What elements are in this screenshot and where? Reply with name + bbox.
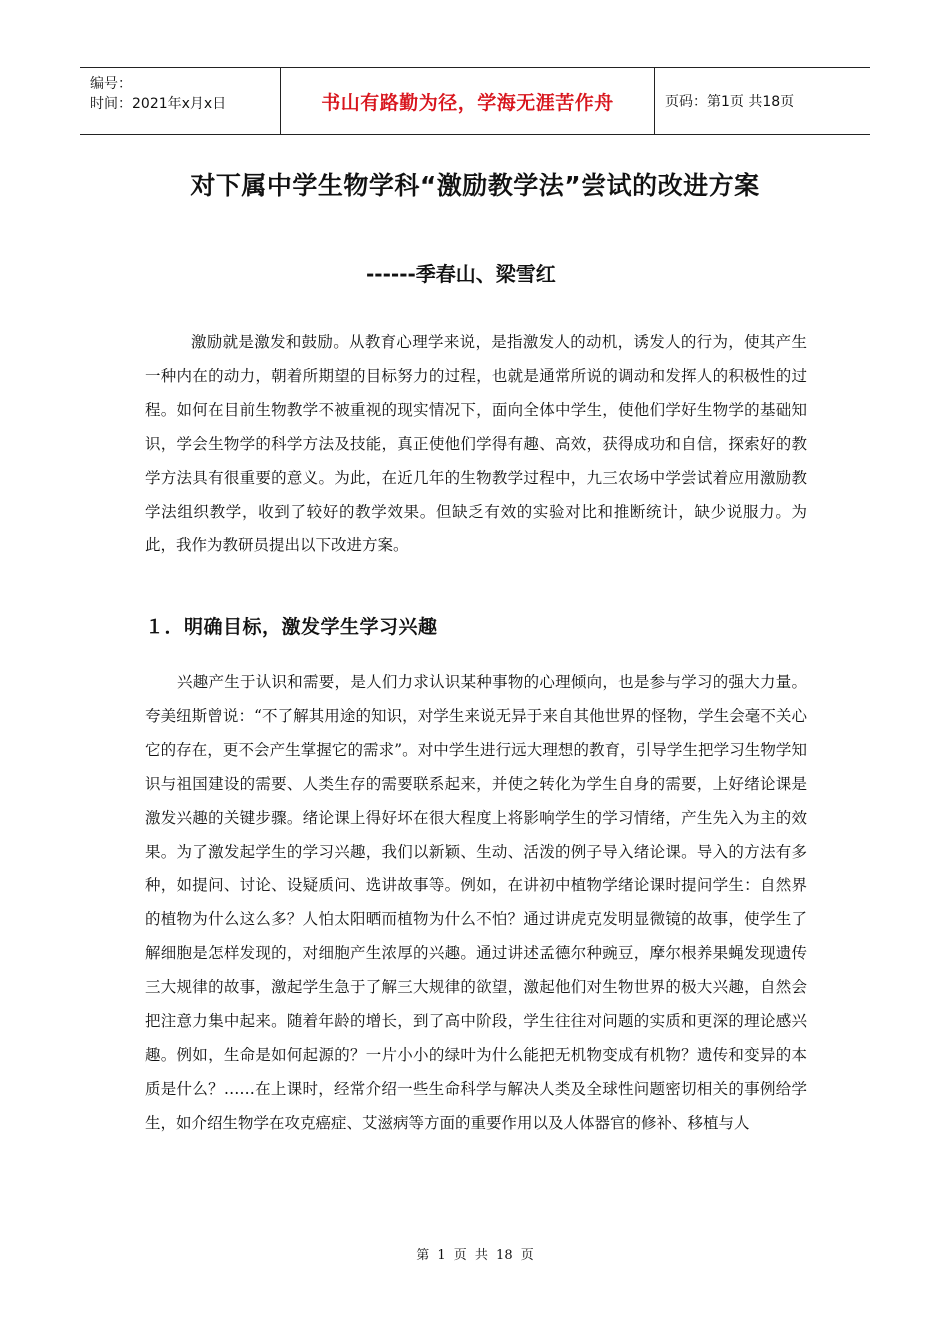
document-time-label: 时间：2021年x月x日 bbox=[90, 96, 227, 112]
page-footer: 第 1 页 共 18 页 bbox=[416, 1248, 534, 1263]
header-page-cell bbox=[655, 68, 870, 134]
intro-paragraph: 激励就是激发和鼓励。从教育心理学来说，是指激发人的动机，诱发人的行为，使其产生一种内在的动力，朝着所期望的目标努力的过程，也就是通常所说的调动和发挥人的积极性的过程。如何在目前生物教学不被重视的现实情况下，面向全体中学生，使他们学好生物学的基础知识，学会生物学的科学方法及技能，真正使他们学得有趣、高效，获得成功和自信，探索好的教学方法具有很重要的意义。为此，在近几年的生物教学过程中，九三农场中学尝试着应用激励教学法组织教学，收到了较好的教学效果。但缺乏有效的实验对比和推断统计，缺少说服力。为此，我作为教研员提出以下改进方案。 bbox=[145, 333, 807, 555]
header-meta-cell bbox=[80, 68, 281, 134]
section-1-paragraph: 兴趣产生于认识和需要，是人们力求认识某种事物的心理倾向，也是参与学习的强大力量。夸美纽斯曾说：“不了解其用途的知识，对学生来说无异于来自其他世界的怪物，学生会毫不关心它的存在，更不会产生掌握它的需求”。对中学生进行远大理想的教育，引导学生把学习生物学知识与祖国建设的需要、人类生存的需要联系起来，并使之转化为学生自身的需要，上好绪论课是激发兴趣的关键步骤。绪论课上得好坏在很大程度上将影响学生的学习情绪，产生先入为主的效果。为了激发起学生的学习兴趣，我们以新颖、生动、活泼的例子导入绪论课。导入的方法有多种，如提问、讨论、设疑质问、选讲故事等。例如，在讲初中植物学绪论课时提问学生：自然界的植物为什么这么多？人怕太阳晒而植物为什么不怕？通过讲虎克发明显微镜的故事，使学生了解细胞是怎样发现的，对细胞产生浓厚的兴趣。通过讲述孟德尔种豌豆，摩尔根养果蝇发现遗传三大规律的故事，激起学生急于了解三大规律的欲望，激起他们对生物世界的极大兴趣，自然会把注意力集中起来。随着年龄的增长，到了高中阶段，学生往往对问题的实质和更深的理论感兴趣。例如，生命是如何起源的？一片小小的绿叶为什么能把无机物变成有机物？遗传和变异的本质是什么？……在上课时，经常介绍一些生命科学与解决人类及全球性问题密切相关的事例给学生，如介绍生物学在攻克癌症、艾滋病等方面的重要作用以及人体器官的修补、移植与人 bbox=[145, 673, 807, 1132]
document-number-label: 编号： bbox=[90, 76, 132, 92]
header-motto-cell bbox=[281, 68, 655, 134]
section-1-heading: １．明确目标，激发学生学习兴趣 bbox=[145, 616, 438, 638]
document-authors: ------季春山、梁雪红 bbox=[366, 262, 556, 286]
page-header bbox=[80, 67, 870, 135]
header-motto: 书山有路勤为径，学海无涯苦作舟 bbox=[321, 91, 614, 114]
document-title: 对下属中学生物学科“激励教学法”尝试的改进方案 bbox=[190, 171, 760, 200]
header-page-info: 页码：第1页 共18页 bbox=[665, 94, 795, 110]
